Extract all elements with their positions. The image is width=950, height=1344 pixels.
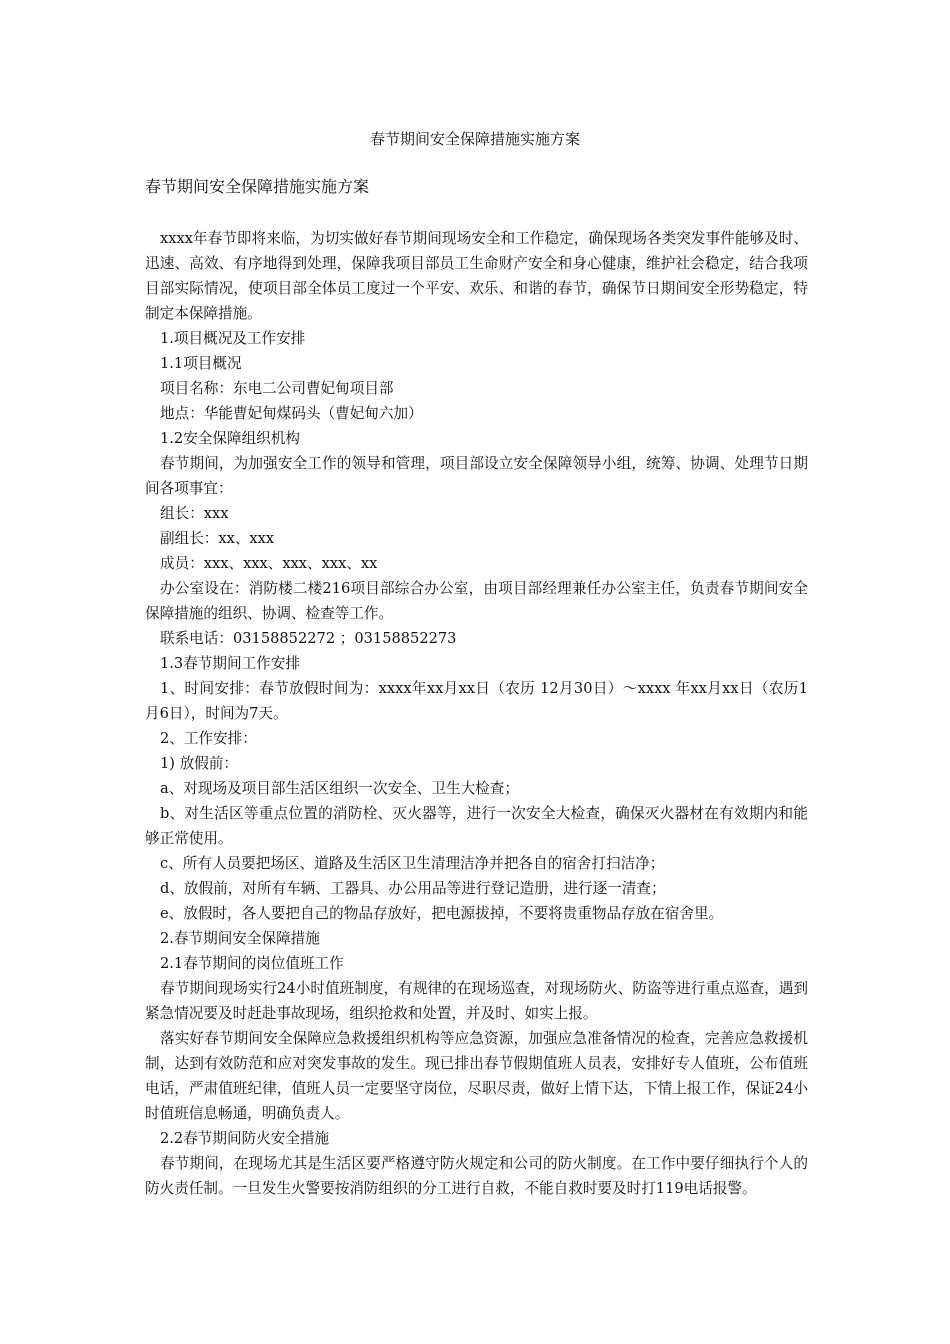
paragraph: 项目名称：东电二公司曹妃甸项目部 [160, 380, 394, 397]
subsection-heading: 1.2安全保障组织机构 [160, 430, 300, 447]
section-heading: 2.春节期间安全保障措施 [160, 930, 320, 947]
paragraph: 春节期间现场实行24小时值班制度，有规律的在现场巡查，对现场防火、防盗等进行重点巡查，遇到紧急情况要及时赶赴事故现场，组织抢救和处置，并及时、如实上报。 [145, 980, 808, 1022]
paragraph: 组长：xxx [160, 505, 229, 522]
document-subtitle: 春节期间安全保障措施实施方案 [145, 177, 370, 196]
paragraph: 办公室设在：消防楼二楼216项目部综合办公室，由项目部经理兼任办公室主任，负责春节期间安全保障措施的组织、协调、检查等工作。 [145, 580, 808, 622]
paragraph: 2、工作安排： [160, 730, 257, 747]
paragraph: 成员：xxx、xxx、xxx、xxx、xx [160, 555, 378, 572]
paragraph: 副组长：xx、xxx [160, 530, 275, 547]
list-item: b、对生活区等重点位置的消防栓、灭火器等，进行一次安全大检查，确保灭火器材在有效期内和能够正常使用。 [145, 805, 808, 847]
list-item: e、放假时，各人要把自己的物品存放好，把电源拔掉，不要将贵重物品存放在宿舍里。 [160, 905, 724, 922]
paragraph: 落实好春节期间安全保障应急救援组织机构等应急资源，加强应急准备情况的检查，完善应急救援机制，达到有效防范和应对突发事故的发生。现已排出春节假期值班人员表，安排好专人值班，公布值班电话，严肃值班纪律，值班人员一定要坚守岗位，尽职尽责，做好上情下达，下情上报工作，保证24小时值班信息畅通，明确负责人。 [145, 1030, 808, 1122]
intro-paragraph: xxxx年春节即将来临，为切实做好春节期间现场安全和工作稳定，确保现场各类突发事件能够及时、迅速、高效、有序地得到处理，保障我项目部员工生命财产安全和身心健康，维护社会稳定，结合我项目部实际情况，使项目部全体员工度过一个平安、欢乐、和谐的春节，确保节日期间安全形势稳定，特制定本保障措施。 [145, 230, 808, 322]
subsection-heading: 1.3春节期间工作安排 [160, 655, 300, 672]
paragraph: 1、时间安排：春节放假时间为：xxxx年xx月xx日（农历 12月30日）～xxxx 年xx月xx日（农历1月6日），时间为7天。 [145, 680, 808, 722]
list-item: c、所有人员要把场区、道路及生活区卫生清理洁净并把各自的宿舍打扫洁净； [160, 855, 665, 872]
paragraph: 联系电话：03158852272 ；03158852273 [160, 630, 457, 647]
document-body [145, 226, 808, 1201]
paragraph: 春节期间，为加强安全工作的领导和管理，项目部设立安全保障领导小组，统筹、协调、处理节日期间各项事宜： [145, 455, 808, 497]
paragraph: 春节期间，在现场尤其是生活区要严格遵守防火规定和公司的防火制度。在工作中要仔细执行个人的防火责任制。一旦发生火警要按消防组织的分工进行自救，不能自救时要及时打119电话报警。 [145, 1155, 808, 1197]
subsection-heading: 2.2春节期间防火安全措施 [160, 1130, 330, 1147]
page-title: 春节期间安全保障措施实施方案 [369, 130, 580, 148]
list-item: d、放假前，对所有车辆、工器具、办公用品等进行登记造册，进行逐一清查； [160, 880, 666, 897]
section-heading: 1.项目概况及工作安排 [160, 330, 306, 347]
list-item: a、对现场及项目部生活区组织一次安全、卫生大检查； [160, 780, 519, 797]
paragraph: 地点：华能曹妃甸煤码头（曹妃甸六加） [160, 405, 423, 422]
subsection-heading: 2.1春节期间的岗位值班工作 [160, 955, 344, 972]
subsection-heading: 1.1项目概况 [160, 355, 242, 372]
paragraph: 1) 放假前： [160, 755, 238, 772]
